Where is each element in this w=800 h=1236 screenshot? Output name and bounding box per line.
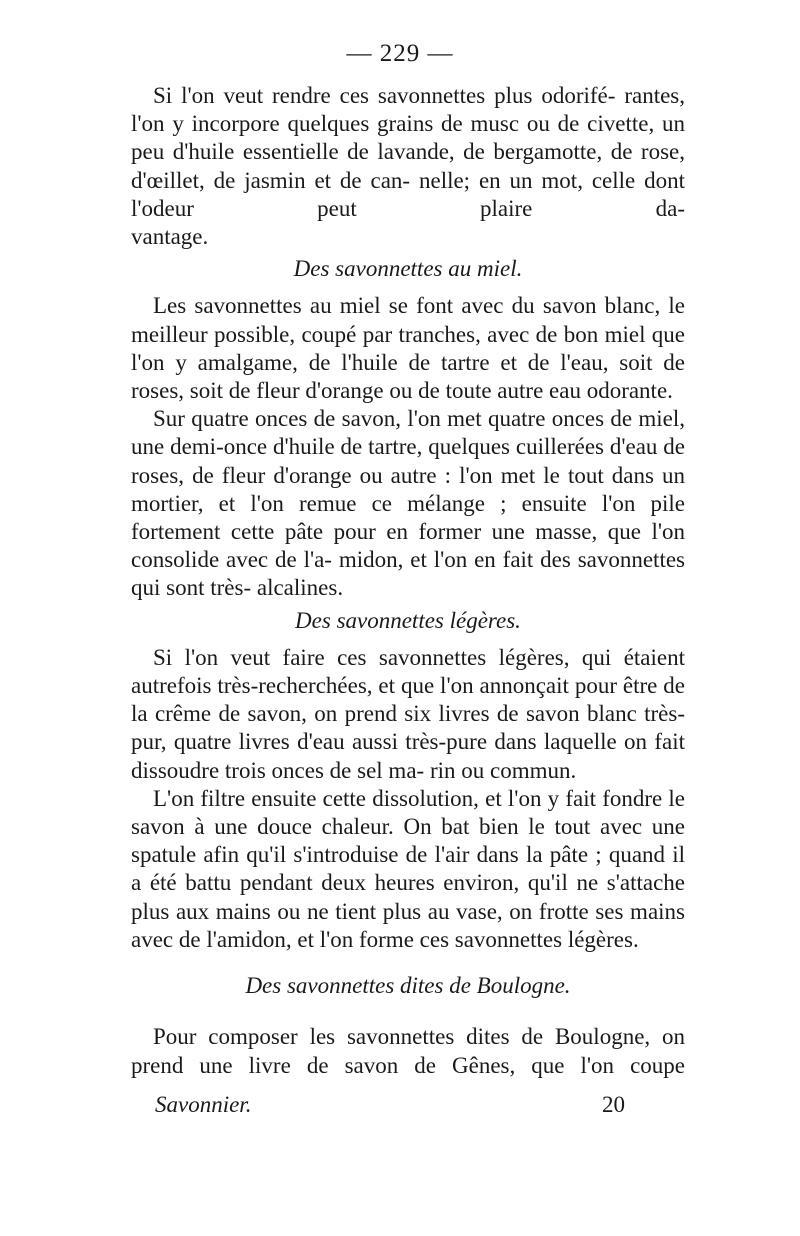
page-body — [131, 82, 685, 1080]
text-line: Si l'on veut rendre ces savonnettes plus odorifé- — [153, 83, 616, 108]
text-line: plus au vase, on frotte ses mains avec de l'amidon, — [131, 898, 686, 952]
text-line: et l'on forme ces savonnettes légères. — [297, 926, 639, 952]
text-line: blanc, le meilleur possible, coupé par tranches, avec — [131, 293, 686, 347]
paragraph-legeres-intro — [131, 644, 685, 785]
text-line: dans laquelle on fait dissoudre trois onces de sel ma- — [131, 729, 686, 783]
text-line: mélange ; ensuite l'on pile fortement cette pâte pour — [131, 490, 685, 545]
text-line: de bon miel que l'on y amalgame, de l'huile de tartre — [131, 321, 686, 375]
section-heading-boulogne: Des savonnettes dites de Boulogne. — [245, 973, 571, 999]
text-line: fondre le savon à une douce chaleur. On bat bien le — [131, 785, 686, 840]
page-number: — 229 — — [346, 40, 454, 67]
text-line: de miel, une demi-once d'huile de tartre, quelques — [131, 406, 686, 460]
text-line: environ, qu'il ne s'attache plus aux mains ou ne tient — [131, 870, 685, 924]
text-line: de toute autre eau odorante. — [418, 378, 673, 404]
text-line: blanc très-pur, quatre livres d'eau aussi très-pure — [131, 701, 685, 755]
text-line: cuillerées d'eau de roses, de fleur d'orange ou autre : — [131, 434, 686, 488]
text-line: rin ou commun. — [429, 757, 577, 783]
text-line: autrefois très-recherchées, et que l'on annonçait pour — [131, 673, 617, 699]
paragraph-odoriferantes-end — [131, 223, 685, 251]
text-line: bergamotte, de rose, d'œillet, de jasmin et de can- — [131, 139, 685, 193]
paragraph-miel-intro — [131, 292, 685, 405]
section-heading-legeres: Des savonnettes légères. — [295, 607, 521, 633]
text-line: en former une masse, que l'on consolide avec de l'a- — [131, 519, 686, 573]
text-line: être de la crême de savon, on prend six livres de savon — [131, 673, 685, 727]
text-line: alcalines. — [256, 575, 344, 601]
text-line: vantage. — [131, 224, 209, 250]
text-line: tout avec une spatule afin qu'il s'introduise de l'air — [131, 814, 685, 868]
text-line: Si l'on veut faire ces savonnettes légères, qui étaient — [153, 644, 685, 670]
paragraph-odoriferantes — [131, 82, 685, 223]
signature-number: 20 — [602, 1092, 625, 1117]
text-line: Pour composer les savonnettes dites de Boulogne, — [153, 1024, 651, 1050]
text-line: rantes, l'on y incorpore quelques grains de musc ou — [131, 83, 685, 137]
paragraph-boulogne — [131, 1023, 685, 1079]
text-line: dans la pâte ; quand il a été battu pendant deux heures — [131, 842, 686, 896]
text-line: de civette, un peu d'huile essentielle de lavande, de — [131, 111, 685, 165]
text-line: et de l'eau, soit de roses, soit de fleur d'orange ou — [131, 349, 686, 404]
text-line: l'on met le tout dans un mortier, et l'on remue ce — [131, 462, 685, 516]
signature-mark: Savonnier. — [155, 1092, 252, 1117]
page-footer — [155, 1092, 625, 1118]
section-heading-miel: Des savonnettes au miel. — [293, 256, 523, 282]
text-line: Les savonnettes au miel se font avec du savon — [153, 293, 597, 319]
text-line: midon, et l'on en fait des savonnettes qui sont très- — [131, 547, 685, 601]
text-line: L'on filtre ensuite cette dissolution, et l'on y fait — [153, 785, 596, 811]
text-line: Sur quatre onces de savon, l'on met quatre onces — [153, 406, 605, 432]
text-line: nelle; en un mot, celle dont l'odeur peut plaire da- — [131, 167, 686, 221]
text-line: on prend une livre de savon de Gênes, que l'on coupe — [131, 1024, 686, 1078]
paragraph-legeres-methode — [131, 785, 685, 954]
paragraph-miel-recette — [131, 405, 685, 602]
